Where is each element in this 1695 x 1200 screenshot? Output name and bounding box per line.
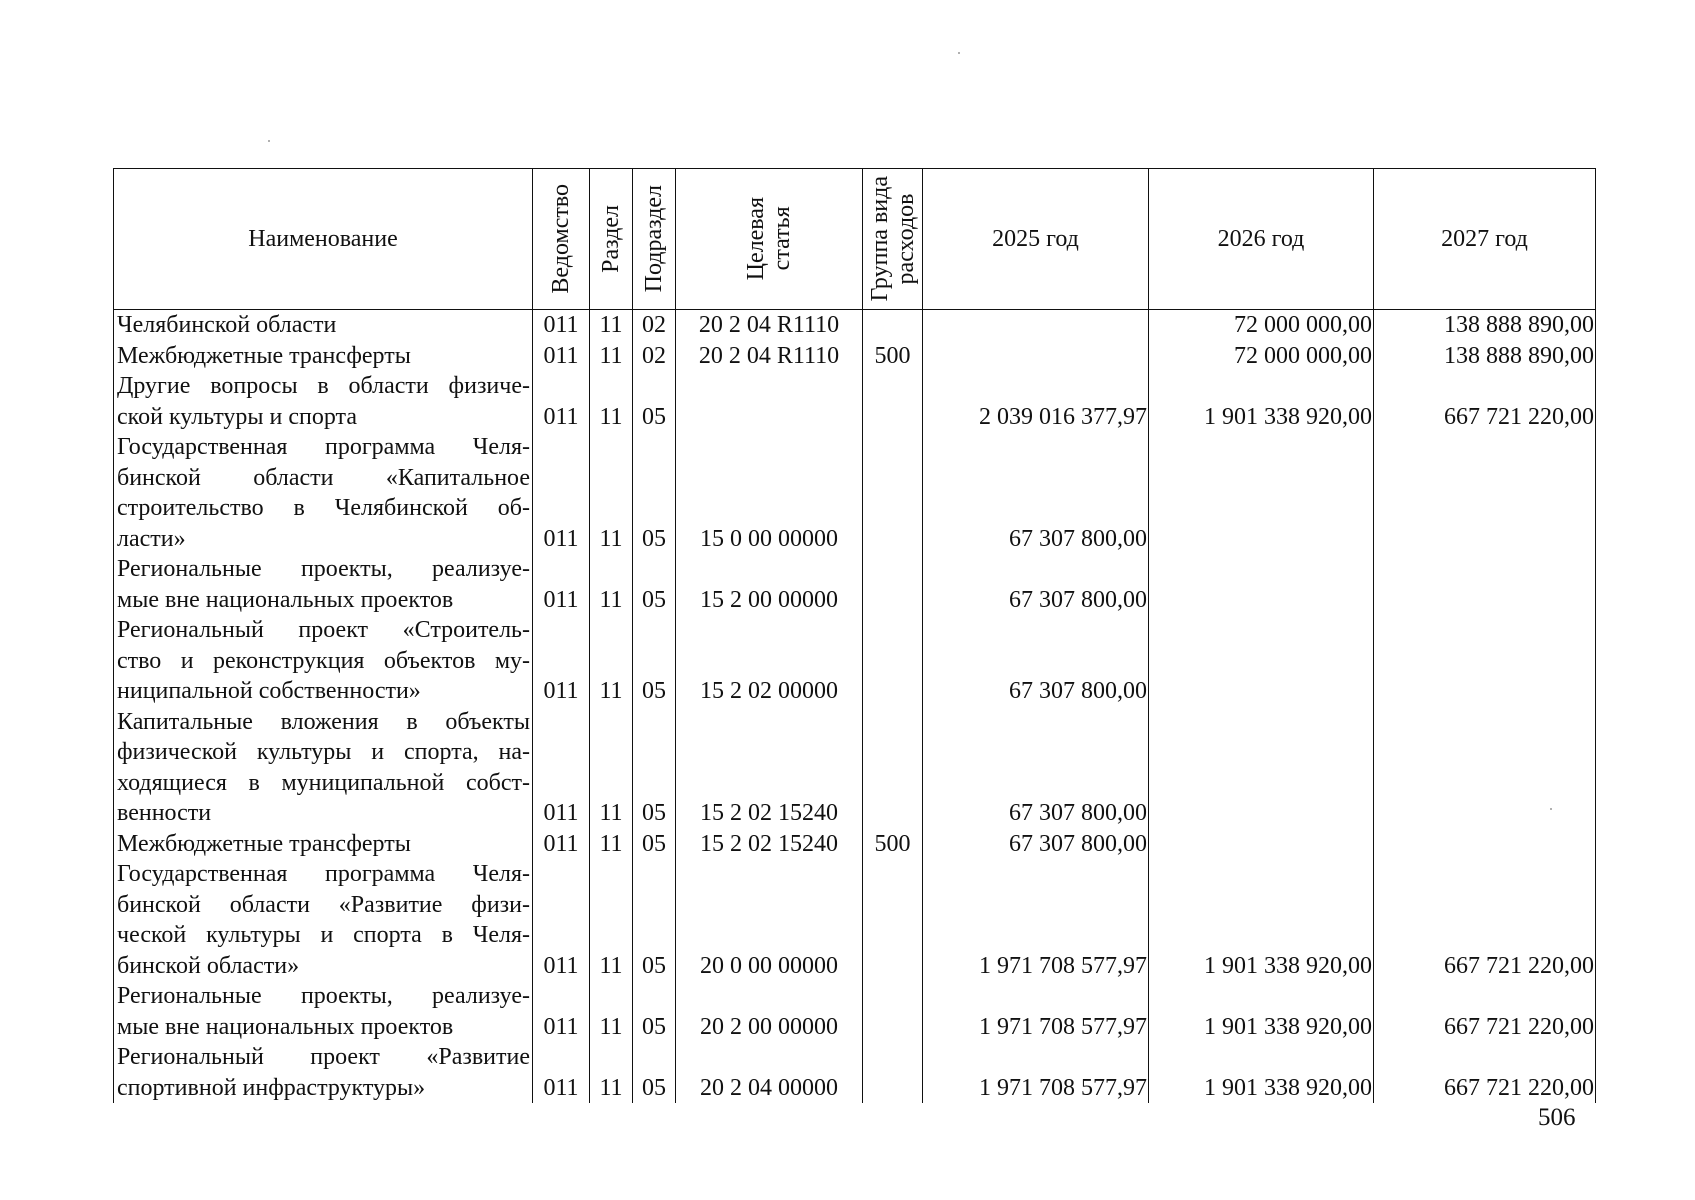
- budget-table-container: [113, 168, 1595, 1103]
- cell-gruppa-vida-rashodov: [863, 371, 923, 432]
- cell-podrazdel: 05: [633, 371, 676, 432]
- cell-celevaya-statya: [676, 371, 863, 432]
- cell-vedomstvo: 011: [533, 371, 590, 432]
- cell-name: [114, 615, 533, 707]
- cell-celevaya-statya: 20 0 00 00000: [676, 859, 863, 981]
- cell-2027: 138 888 890,00: [1374, 310, 1596, 341]
- table-row: [114, 310, 1596, 341]
- cell-celevaya-statya: 15 2 02 00000: [676, 615, 863, 707]
- name-line: Государственная программа Челя-: [117, 434, 530, 460]
- name-line: Государственная программа Челя-: [117, 861, 530, 887]
- cell-vedomstvo: 011: [533, 707, 590, 829]
- cell-razdel: 11: [590, 341, 633, 372]
- name-line: ство и реконструкция объектов му-: [117, 647, 530, 674]
- cell-2025: [923, 341, 1149, 372]
- header-gruppa-vida-rashodov: Группа вида расходов: [863, 169, 923, 310]
- cell-vedomstvo: 011: [533, 554, 590, 615]
- cell-2027: 667 721 220,00: [1374, 981, 1596, 1042]
- cell-gruppa-vida-rashodov: [863, 554, 923, 615]
- cell-2027: [1374, 829, 1596, 860]
- table-row: [114, 615, 1596, 707]
- cell-celevaya-statya: 15 2 00 00000: [676, 554, 863, 615]
- cell-2026: [1149, 615, 1374, 707]
- cell-gruppa-vida-rashodov: 500: [863, 341, 923, 372]
- cell-vedomstvo: 011: [533, 859, 590, 981]
- cell-vedomstvo: 011: [533, 1042, 590, 1103]
- name-line: Межбюджетные трансферты: [117, 342, 411, 369]
- cell-celevaya-statya: 20 2 04 R1110: [676, 310, 863, 341]
- cell-2026: 72 000 000,00: [1149, 310, 1374, 341]
- cell-vedomstvo: 011: [533, 981, 590, 1042]
- header-vedomstvo: Ведомство: [533, 169, 590, 310]
- table-row: [114, 371, 1596, 432]
- cell-razdel: 11: [590, 432, 633, 554]
- name-line: Региональные проекты, реализуе-: [117, 556, 530, 582]
- cell-2025: 67 307 800,00: [923, 829, 1149, 860]
- table-row: [114, 859, 1596, 981]
- cell-gruppa-vida-rashodov: [863, 310, 923, 341]
- cell-2026: 1 901 338 920,00: [1149, 859, 1374, 981]
- cell-2026: [1149, 432, 1374, 554]
- cell-2025: [923, 310, 1149, 341]
- name-line: венности: [117, 800, 212, 826]
- cell-2026: 1 901 338 920,00: [1149, 981, 1374, 1042]
- name-line: Региональный проект «Строитель-: [117, 617, 530, 643]
- cell-name: [114, 859, 533, 981]
- cell-celevaya-statya: 20 2 04 R1110: [676, 341, 863, 372]
- cell-vedomstvo: 011: [533, 615, 590, 707]
- cell-vedomstvo: 011: [533, 310, 590, 341]
- cell-2025: 1 971 708 577,97: [923, 1042, 1149, 1103]
- cell-podrazdel: 02: [633, 341, 676, 372]
- cell-2027: [1374, 707, 1596, 829]
- table-row: [114, 341, 1596, 372]
- name-line: ской культуры и спорта: [117, 403, 357, 430]
- name-line: бинской области»: [117, 952, 300, 979]
- cell-razdel: 11: [590, 829, 633, 860]
- table-row: [114, 1042, 1596, 1103]
- cell-name: [114, 554, 533, 615]
- cell-2025: 1 971 708 577,97: [923, 981, 1149, 1042]
- name-line: ходящиеся в муниципальной собст-: [117, 769, 530, 796]
- cell-2027: 667 721 220,00: [1374, 1042, 1596, 1103]
- name-line: Региональный проект «Развитие: [117, 1044, 530, 1070]
- name-line: бинской области «Развитие физи-: [117, 891, 530, 918]
- cell-2025: 67 307 800,00: [923, 615, 1149, 707]
- cell-podrazdel: 05: [633, 981, 676, 1042]
- cell-2027: 667 721 220,00: [1374, 371, 1596, 432]
- cell-name: [114, 981, 533, 1042]
- cell-razdel: 11: [590, 371, 633, 432]
- name-line: бинской области «Капитальное: [117, 464, 530, 491]
- name-line: Капитальные вложения в объекты: [117, 708, 530, 735]
- cell-razdel: 11: [590, 981, 633, 1042]
- cell-2026: 72 000 000,00: [1149, 341, 1374, 372]
- name-line: ческой культуры и спорта в Челя-: [117, 922, 530, 948]
- name-line: строительство в Челябинской об-: [117, 495, 530, 521]
- cell-2027: [1374, 432, 1596, 554]
- cell-2026: 1 901 338 920,00: [1149, 371, 1374, 432]
- header-podrazdel: Подраздел: [633, 169, 676, 310]
- table-row: [114, 829, 1596, 860]
- name-line: ласти»: [117, 525, 186, 552]
- name-line: мые вне национальных проектов: [117, 1013, 454, 1040]
- cell-2027: 138 888 890,00: [1374, 341, 1596, 372]
- header-2025: 2025 год: [923, 169, 1149, 310]
- cell-celevaya-statya: 15 2 02 15240: [676, 829, 863, 860]
- name-line: Межбюджетные трансферты: [117, 830, 411, 857]
- header-2027: 2027 год: [1374, 169, 1596, 310]
- cell-name: [114, 371, 533, 432]
- cell-2027: [1374, 554, 1596, 615]
- name-line: мые вне национальных проектов: [117, 586, 454, 613]
- table-row: [114, 981, 1596, 1042]
- cell-2026: [1149, 707, 1374, 829]
- header-celevaya-statya: Целевая статья: [676, 169, 863, 310]
- cell-gruppa-vida-rashodov: [863, 615, 923, 707]
- cell-2027: [1374, 615, 1596, 707]
- cell-gruppa-vida-rashodov: [863, 1042, 923, 1103]
- cell-gruppa-vida-rashodov: [863, 432, 923, 554]
- cell-celevaya-statya: 15 2 02 15240: [676, 707, 863, 829]
- cell-celevaya-statya: 20 2 00 00000: [676, 981, 863, 1042]
- cell-podrazdel: 05: [633, 554, 676, 615]
- name-line: ниципальной собственности»: [117, 678, 421, 704]
- header-name: Наименование: [114, 169, 533, 310]
- cell-2025: 2 039 016 377,97: [923, 371, 1149, 432]
- table-header: [114, 169, 1596, 310]
- cell-razdel: 11: [590, 554, 633, 615]
- cell-celevaya-statya: 15 0 00 00000: [676, 432, 863, 554]
- cell-razdel: 11: [590, 859, 633, 981]
- name-line: физической культуры и спорта, на-: [117, 739, 530, 765]
- cell-name: [114, 341, 533, 372]
- cell-celevaya-statya: 20 2 04 00000: [676, 1042, 863, 1103]
- name-line: Другие вопросы в области физиче-: [117, 373, 530, 399]
- cell-podrazdel: 05: [633, 829, 676, 860]
- cell-podrazdel: 05: [633, 432, 676, 554]
- budget-table: [113, 168, 1596, 1103]
- cell-podrazdel: 05: [633, 615, 676, 707]
- scan-speck: [958, 52, 960, 54]
- cell-name: [114, 310, 533, 341]
- cell-vedomstvo: 011: [533, 432, 590, 554]
- scan-speck: [1550, 808, 1552, 810]
- cell-2026: [1149, 829, 1374, 860]
- cell-gruppa-vida-rashodov: [863, 859, 923, 981]
- cell-vedomstvo: 011: [533, 829, 590, 860]
- cell-vedomstvo: 011: [533, 341, 590, 372]
- header-2026: 2026 год: [1149, 169, 1374, 310]
- cell-gruppa-vida-rashodov: 500: [863, 829, 923, 860]
- name-line: Челябинской области: [117, 312, 337, 338]
- cell-razdel: 11: [590, 615, 633, 707]
- cell-razdel: 11: [590, 310, 633, 341]
- cell-razdel: 11: [590, 707, 633, 829]
- cell-podrazdel: 05: [633, 1042, 676, 1103]
- table-row: [114, 432, 1596, 554]
- table-row: [114, 554, 1596, 615]
- header-razdel: Раздел: [590, 169, 633, 310]
- cell-gruppa-vida-rashodov: [863, 981, 923, 1042]
- cell-podrazdel: 02: [633, 310, 676, 341]
- table-body: [114, 310, 1596, 1104]
- cell-name: [114, 829, 533, 860]
- cell-2027: 667 721 220,00: [1374, 859, 1596, 981]
- cell-name: [114, 432, 533, 554]
- cell-name: [114, 1042, 533, 1103]
- cell-podrazdel: 05: [633, 707, 676, 829]
- page-number: 506: [1538, 1104, 1576, 1131]
- cell-2025: 67 307 800,00: [923, 707, 1149, 829]
- cell-name: [114, 707, 533, 829]
- scan-speck: [268, 140, 270, 142]
- cell-gruppa-vida-rashodov: [863, 707, 923, 829]
- cell-2025: 67 307 800,00: [923, 432, 1149, 554]
- cell-2025: 1 971 708 577,97: [923, 859, 1149, 981]
- name-line: спортивной инфраструктуры»: [117, 1074, 426, 1101]
- cell-razdel: 11: [590, 1042, 633, 1103]
- cell-2026: [1149, 554, 1374, 615]
- name-line: Региональные проекты, реализуе-: [117, 983, 530, 1009]
- cell-2025: 67 307 800,00: [923, 554, 1149, 615]
- cell-podrazdel: 05: [633, 859, 676, 981]
- cell-2026: 1 901 338 920,00: [1149, 1042, 1374, 1103]
- table-row: [114, 707, 1596, 829]
